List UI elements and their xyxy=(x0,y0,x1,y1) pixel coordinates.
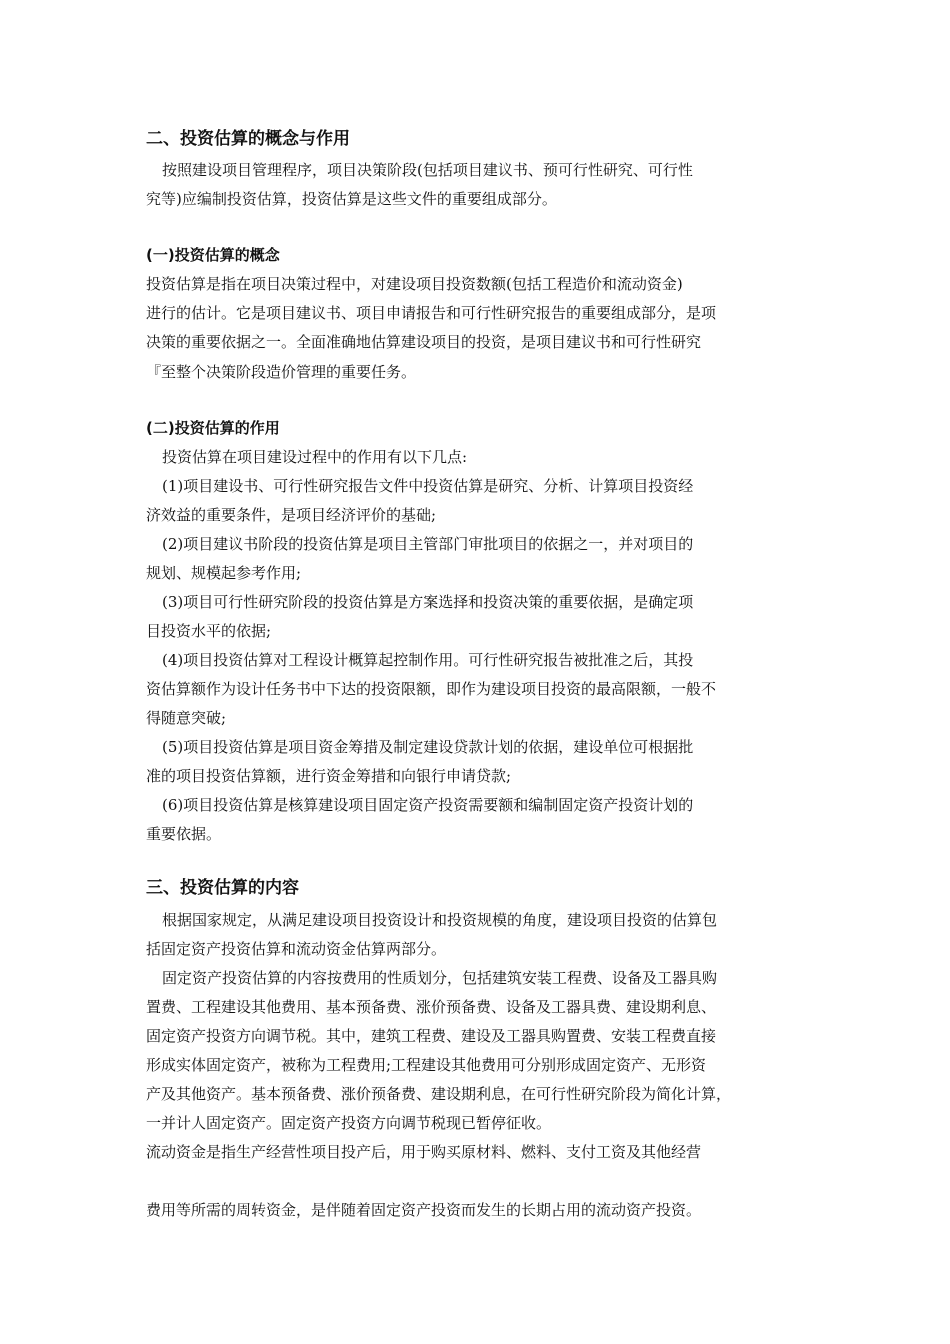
list-item-line: (2)项目建议书阶段的投资估算是项目主管部门审批项目的依据之一，并对项目的 xyxy=(162,535,694,553)
paragraph-line: 产及其他资产。基本预备费、涨价预备费、建设期利息，在可行性研究阶段为简化计算， xyxy=(146,1085,732,1103)
paragraph-line: 一并计人固定资产。固定资产投资方向调节税现已暂停征收。 xyxy=(146,1114,552,1132)
list-item-line: (5)项目投资估算是项目资金筹措及制定建设贷款计划的依据，建设单位可根据批 xyxy=(162,738,694,756)
subsection-heading: (二)投资估算的作用 xyxy=(146,419,280,437)
list-item-line: 济效益的重要条件，是项目经济评价的基础; xyxy=(146,506,437,524)
paragraph-line: 固定资产投资方向调节税。其中，建筑工程费、建设及工器具购置费、安装工程费直接 xyxy=(146,1027,717,1045)
list-item-line: 得随意突破; xyxy=(146,709,227,727)
section-heading: 三、投资估算的内容 xyxy=(146,878,299,898)
paragraph-line: 进行的估计。它是项目建议书、项目申请报告和可行性研究报告的重要组成部分，是项 xyxy=(146,304,717,322)
paragraph-line: 投资估算在项目建设过程中的作用有以下几点: xyxy=(162,448,468,466)
paragraph-line: 『至整个决策阶段造价管理的重要任务。 xyxy=(146,363,417,381)
paragraph-line: 置费、工程建设其他费用、基本预备费、涨价预备费、设备及工器具费、建设期利息、 xyxy=(146,998,717,1016)
paragraph-line: 固定资产投资估算的内容按费用的性质划分，包括建筑安装工程费、设备及工器具购 xyxy=(162,969,718,987)
paragraph-line: 形成实体固定资产，被称为工程费用;工程建设其他费用可分别形成固定资产、无形资 xyxy=(146,1056,707,1074)
list-item-line: 资估算额作为设计任务书中下达的投资限额，即作为建设项目投资的最高限额，一般不 xyxy=(146,680,717,698)
list-item-line: 准的项目投资估算额，进行资金筹措和向银行申请贷款; xyxy=(146,767,512,785)
list-item-line: 重要依据。 xyxy=(146,825,222,843)
subsection-heading: (一)投资估算的概念 xyxy=(146,246,280,264)
list-item-line: (1)项目建设书、可行性研究报告文件中投资估算是研究、分析、计算项目投资经 xyxy=(162,477,694,495)
paragraph-line: 究等)应编制投资估算，投资估算是这些文件的重要组成部分。 xyxy=(146,190,557,208)
list-item-line: (6)项目投资估算是核算建设项目固定资产投资需要额和编制固定资产投资计划的 xyxy=(162,796,694,814)
list-item-line: 目投资水平的依据; xyxy=(146,622,272,640)
paragraph-line: 投资估算是指在项目决策过程中，对建设项目投资数额(包括工程造价和流动资金) xyxy=(146,275,683,293)
paragraph-line: 按照建设项目管理程序，项目决策阶段(包括项目建议书、预可行性研究、可行性 xyxy=(162,161,693,179)
list-item-line: 规划、规模起参考作用; xyxy=(146,564,302,582)
paragraph-line: 括固定资产投资估算和流动资金估算两部分。 xyxy=(146,940,447,958)
list-item-line: (4)项目投资估算对工程设计概算起控制作用。可行性研究报告被批准之后，其投 xyxy=(162,651,694,669)
paragraph-line: 根据国家规定，从满足建设项目投资设计和投资规模的角度，建设项目投资的估算包 xyxy=(162,911,718,929)
paragraph-line: 流动资金是指生产经营性项目投产后，用于购买原材料、燃料、支付工资及其他经营 xyxy=(146,1143,702,1161)
paragraph-line: 费用等所需的周转资金，是伴随着固定资产投资而发生的长期占用的流动资产投资。 xyxy=(146,1201,702,1219)
section-heading: 二、投资估算的概念与作用 xyxy=(146,129,350,149)
list-item-line: (3)项目可行性研究阶段的投资估算是方案选择和投资决策的重要依据，是确定项 xyxy=(162,593,694,611)
paragraph-line: 决策的重要依据之一。全面准确地估算建设项目的投资，是项目建议书和可行性研究 xyxy=(146,333,702,351)
